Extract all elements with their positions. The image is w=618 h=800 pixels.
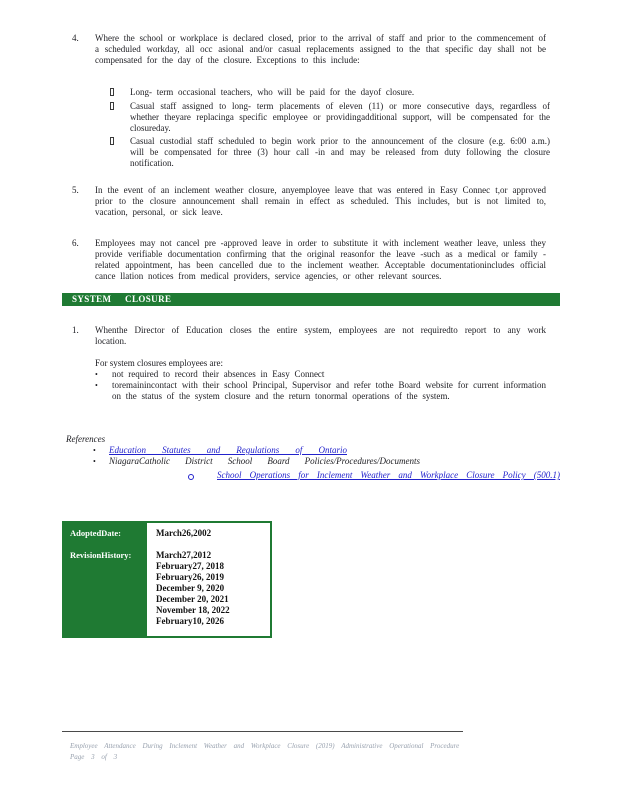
- adopted-date-label: AdoptedDate:: [70, 528, 121, 538]
- circle-bullet-icon: [188, 470, 217, 483]
- section-header-system-closure: SYSTEM CLOSURE: [62, 293, 560, 306]
- box-bullet-icon: [110, 87, 130, 99]
- list-item-1: [62, 325, 546, 347]
- list-item: [110, 87, 550, 99]
- list-item: [110, 101, 550, 134]
- revision-date: March27,2012: [156, 550, 212, 560]
- reference-item: [93, 456, 560, 467]
- revision-date: November 18, 2022: [156, 605, 230, 615]
- table-label-column: [64, 523, 147, 636]
- list-item: [110, 136, 550, 169]
- exception-bullet-list: [110, 87, 550, 169]
- list-number: 5.: [72, 185, 79, 195]
- adopted-date-value: March26,2002: [156, 528, 212, 538]
- link-education-statutes[interactable]: Education Statutes and Regulations of Ontario: [109, 445, 347, 455]
- dot-bullet-icon: •: [93, 457, 96, 466]
- list-item: [95, 369, 546, 380]
- list-item-text: Employees may not cancel pre -approved leave in order to substitute it with inclement weather leave, unless they provide verifiable documentation confirming that the original reasonfor the leave -such as a medical or family -related appointment, has been cancelled due to the inclement weather. Acceptable documentationincludes official cance llation notices from medical providers, service agencies, or other relevant sources.: [95, 238, 546, 281]
- list-item-text: In the event of an inclement weather closure, anyemployee leave that was entered in Easy Connec t,or approved prior to the closure announcement shall remain in effect as scheduled. This includes, but is not limited to, vacation, personal, or sick leave.: [95, 185, 546, 217]
- list-number: 1.: [72, 325, 79, 335]
- dot-bullet-icon: •: [95, 370, 98, 379]
- box-bullet-icon: [110, 101, 130, 134]
- board-policies-text: NiagaraCatholic District School Board Policies/Procedures/Documents: [109, 456, 420, 466]
- list-number: 6.: [72, 238, 79, 248]
- list-item-text: Whenthe Director of Education closes the entire system, employees are not requiredto report to any work location.: [95, 325, 546, 346]
- list-item: [95, 380, 546, 402]
- footer-document-title: Employee Attendance During Inclement Weather and Workplace Closure (2019) Administrative Operational Procedure: [70, 742, 460, 750]
- reference-subitem: [188, 470, 560, 483]
- table-value-column: [147, 523, 270, 636]
- dot-bullet-icon: •: [95, 381, 98, 390]
- reference-item: [93, 445, 560, 456]
- box-bullet-icon: [110, 136, 130, 169]
- revision-history-table: [62, 521, 272, 638]
- revision-date: February26, 2019: [156, 572, 224, 582]
- list-item-4: [62, 33, 546, 66]
- bullet-text: toremainincontact with their school Principal, Supervisor and refer tothe Board website for current information on the status of the system closure and the return tonormal operations of the system.: [112, 380, 546, 401]
- revision-date: February10, 2026: [156, 616, 224, 626]
- page-footer: [62, 731, 463, 763]
- bullet-text: Casual custodial staff scheduled to begin work prior to the announcement of the closure (e.g. 6:00 a.m.) will be compensated for three (3) hour call -in and may be released from duty following the closure notification.: [130, 136, 550, 168]
- list-item-text: Where the school or workplace is declared closed, prior to the arrival of staff and prior to the commencement of a scheduled workday, all occ asional and/or casual replacements assigned to the that specific day shall not be compensated for the day of the closure. Exceptions to this include:: [95, 33, 546, 65]
- revision-history-label: RevisionHistory:: [70, 550, 132, 560]
- dot-bullet-icon: •: [93, 446, 96, 455]
- revision-date: December 20, 2021: [156, 594, 229, 604]
- system-closure-intro: For system closures employees are:: [95, 358, 223, 368]
- revision-date: February27, 2018: [156, 561, 224, 571]
- footer-text: [70, 741, 463, 763]
- bullet-text: not required to record their absences in Easy Connect: [112, 369, 325, 379]
- bullet-text: Long- term occasional teachers, who will be paid for the dayof closure.: [130, 87, 415, 97]
- references-heading: References: [66, 434, 106, 444]
- list-item-6: [62, 238, 546, 282]
- bullet-text: Casual staff assigned to long- term placements of eleven (11) or more consecutive days, regardless of whether theyare replacinga specific employee or providingadditional support, will be compensated for the closureday.: [130, 101, 550, 133]
- document-body: [62, 33, 560, 483]
- link-school-operations-policy[interactable]: School Operations for Inclement Weather and Workplace Closure Policy (500.1): [217, 470, 560, 480]
- list-number: 4.: [72, 33, 79, 43]
- footer-page-number: Page 3 of 3: [70, 753, 118, 761]
- revision-date: December 9, 2020: [156, 583, 225, 593]
- references-section: [62, 434, 560, 483]
- list-item-5: [62, 185, 546, 218]
